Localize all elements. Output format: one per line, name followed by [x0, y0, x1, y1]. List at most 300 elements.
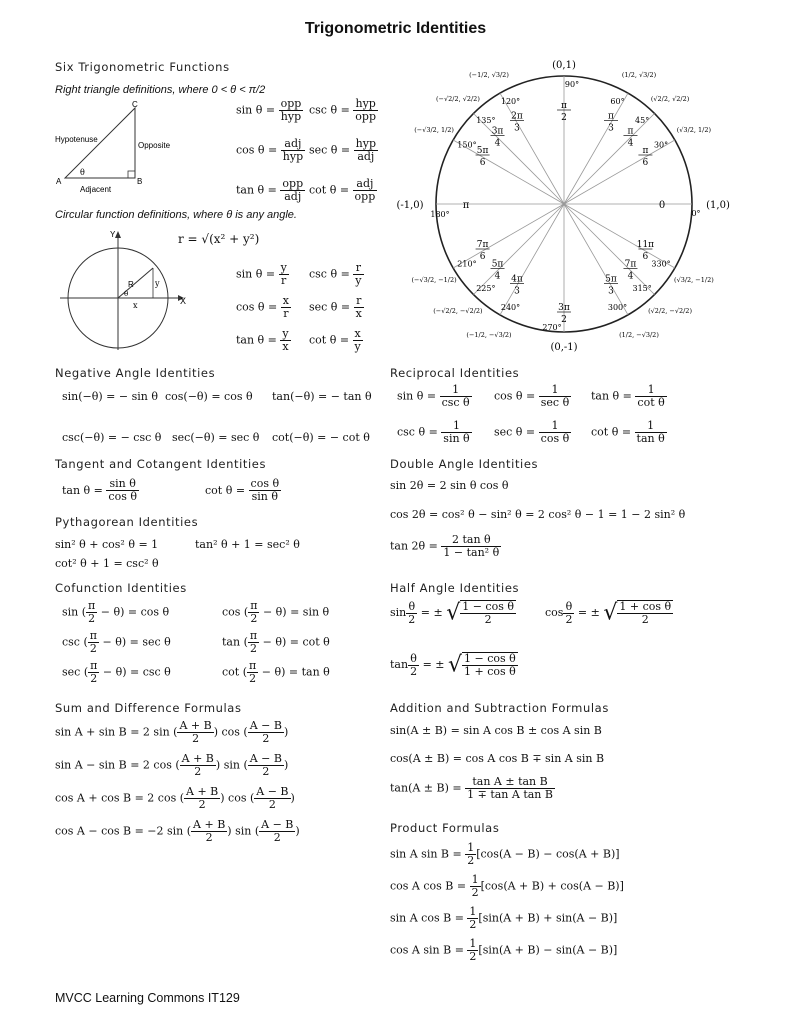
cofunction-4-frac-num: π	[90, 659, 98, 672]
circle-y-label: y	[155, 279, 160, 288]
cofunction-5-frac-num: π	[249, 659, 257, 672]
reciprocal-0-label: sin θ =	[397, 389, 440, 403]
half-angle-0-arg	[406, 601, 417, 626]
tangent-heading: Tangent and Cotangent Identities	[55, 457, 267, 471]
product-2-label: sin A cos B =	[390, 911, 468, 925]
unit-circle-ray-300°	[564, 204, 628, 315]
unit-circle-ray-120°	[500, 93, 564, 204]
unit-circle-rad-270-num: 3π	[558, 303, 570, 313]
unit-circle-rad-210-den: 6	[479, 252, 486, 262]
half-angle-2-frac-den: 1 + cos θ	[464, 665, 516, 678]
tangent-0	[62, 477, 139, 503]
reciprocal-0-frac-num: 1	[440, 384, 472, 397]
cofunction-4-fn: sec	[62, 665, 81, 679]
unit-circle-rad-60-num: π	[608, 111, 614, 122]
product-2	[390, 906, 617, 931]
rt-formula-5-frac-den: opp	[354, 190, 376, 203]
unit-circle-coord-315: (√2/2, −√2/2)	[648, 307, 692, 316]
rt-formula-0-frac	[279, 98, 304, 123]
cofunction-0-frac-num: π	[88, 599, 96, 612]
half-angle-0	[390, 600, 516, 626]
sum-diff-2-frac-a-num: A + B	[186, 785, 219, 798]
rt-formula-1-frac	[353, 98, 378, 123]
unit-circle-coord-330: (√3/2, −1/2)	[674, 276, 714, 284]
product-3-frac-num: 1	[469, 937, 477, 950]
reciprocal-5-frac-num: 1	[635, 420, 667, 433]
tangent-1-frac-num: cos θ	[250, 477, 280, 490]
cofunction-2-frac	[88, 630, 99, 655]
reciprocal-4	[494, 420, 571, 445]
product-0-label: sin A sin B =	[390, 847, 466, 861]
circle-y-axis-label: Y	[110, 230, 116, 239]
half-angle-1-frac-num: 1 + cos θ	[619, 600, 672, 613]
sum-diff-1-frac-a-den: 2	[194, 765, 202, 778]
unit-circle-top-coord: (0,1)	[552, 60, 576, 71]
rt-formula-4-frac-den: adj	[284, 190, 302, 203]
sum-diff-0-label: sin A + sin B = 2 sin (	[55, 725, 178, 739]
unit-circle-ray-30°	[564, 140, 675, 204]
cofunction-2-frac-num: π	[89, 629, 97, 642]
sum-diff-0-frac-b	[248, 720, 284, 745]
product-3-rhs: [sin(A + B) − sin(A − B)]	[478, 943, 618, 957]
circle-theta-label: θ	[124, 290, 129, 298]
cf-formula-1-label: csc θ =	[309, 267, 354, 281]
tangent-1-frac	[249, 478, 282, 503]
cf-formula-4-label: tan θ =	[236, 333, 281, 347]
double-tan-num: 2 tan θ	[441, 534, 501, 547]
cofunction-2-rest: − θ) = sec θ	[99, 635, 171, 649]
sum-diff-3	[55, 819, 300, 844]
cf-formula-0-frac-num: y	[280, 261, 287, 274]
reciprocal-3	[397, 420, 472, 445]
unit-circle-deg-240: 240°	[500, 303, 521, 313]
cf-formula-5-frac	[353, 328, 363, 353]
neg-cot: cot(−θ) = − cot θ	[272, 431, 370, 444]
product-3	[390, 938, 617, 963]
cofunction-3-frac	[248, 630, 259, 655]
cf-formula-1-frac-num: r	[353, 262, 363, 275]
rt-formula-4-frac-num: opp	[282, 177, 304, 190]
vertex-b-label: B	[137, 177, 143, 186]
reciprocal-3-frac-num: 1	[441, 420, 471, 433]
addsub-tan	[390, 776, 555, 801]
cofunction-5-frac	[247, 660, 258, 685]
sum-diff-0-frac-a-den: 2	[192, 732, 200, 745]
unit-circle-rad-30-num: π	[642, 146, 649, 156]
half-angle-1-frac-den: 2	[641, 613, 649, 626]
sum-diff-3-frac-b-num: A − B	[261, 818, 294, 831]
sum-diff-2-frac-a-den: 2	[198, 798, 206, 811]
cf-formula-2-frac-den: r	[283, 307, 289, 320]
negative-angle-heading: Negative Angle Identities	[55, 366, 216, 380]
sum-diff-2-frac-b-den: 2	[268, 798, 276, 811]
half-angle-1-arg-den: 2	[565, 612, 573, 626]
cf-formula-4	[236, 328, 291, 353]
pythagorean-heading: Pythagorean Identities	[55, 515, 199, 529]
unit-circle-deg-120: 120°	[500, 96, 521, 106]
sum-diff-3-frac-a-den: 2	[205, 831, 213, 844]
sum-diff-1-frac-b-den: 2	[262, 765, 270, 778]
half-angle-2-arg	[408, 653, 419, 678]
cf-formula-1-frac	[353, 262, 363, 287]
rt-formula-0-frac-num: opp	[280, 97, 302, 110]
sum-diff-1-mid: ) sin (	[215, 758, 248, 772]
unit-circle	[392, 56, 732, 356]
cf-formula-4-frac	[280, 328, 290, 353]
cf-formula-5-frac-den: y	[354, 340, 361, 353]
unit-circle-rad-90-den: 2	[561, 113, 567, 123]
product-0	[390, 842, 620, 867]
rt-formula-0-frac-den: hyp	[280, 110, 302, 123]
unit-circle-rad-330-den: 6	[642, 252, 649, 262]
cf-formula-0-label: sin θ =	[236, 267, 279, 281]
reciprocal-0-frac	[440, 384, 472, 409]
addsub-tan-num: tan A ± tan B	[465, 776, 555, 789]
circle-diagram	[50, 228, 195, 353]
rt-formula-4-label: tan θ =	[236, 183, 281, 197]
sum-diff-3-label: cos A − cos B = −2 sin (	[55, 824, 192, 838]
unit-circle-deg-45: 45°	[635, 115, 650, 125]
reciprocal-2-frac-num: 1	[635, 384, 666, 397]
half-angle-1-arg-num: θ	[563, 601, 574, 614]
unit-circle-deg-210: 210°	[457, 259, 477, 269]
unit-circle-deg-0: 0°	[691, 209, 701, 218]
unit-circle-rad-30-den: 6	[642, 158, 649, 168]
cofunction-1-frac-den: 2	[250, 612, 258, 625]
cofunction-4	[62, 660, 171, 685]
unit-circle-rad-315-den: 4	[627, 271, 634, 282]
unit-circle-rad-60-den: 3	[608, 123, 614, 134]
sum-diff-1-frac-a	[180, 753, 216, 778]
reciprocal-4-frac	[539, 420, 572, 445]
unit-circle-coord-60: (1/2, √3/2)	[621, 71, 657, 80]
cofunction-heading: Cofunction Identities	[55, 581, 187, 595]
tangent-0-label: tan θ =	[62, 483, 107, 497]
vertex-a-label: A	[56, 177, 62, 186]
unit-circle-deg-315: 315°	[632, 284, 652, 294]
sum-diff-1-frac-b	[248, 753, 284, 778]
half-angle-1-radical: √	[603, 600, 618, 626]
neg-cos: cos(−θ) = cos θ	[165, 390, 253, 403]
cofunction-3-rest: − θ) = cot θ	[259, 635, 330, 649]
unit-circle-deg-30: 30°	[653, 140, 669, 150]
opposite-label: Opposite	[138, 141, 171, 150]
cofunction-4-frac	[88, 660, 99, 685]
unit-circle-rad-300-num: 5π	[605, 274, 617, 285]
rt-formula-1-frac-num: hyp	[353, 98, 378, 111]
cofunction-0-frac-den: 2	[88, 612, 96, 625]
sum-diff-2-frac-b-num: A − B	[256, 785, 289, 798]
unit-circle-rad-330-num: 11π	[636, 240, 655, 250]
six-functions-heading: Six Trigonometric Functions	[55, 60, 230, 74]
reciprocal-2-frac	[635, 384, 666, 409]
vertex-c-label: C	[132, 100, 138, 109]
cf-formula-5-label: cot θ =	[309, 333, 353, 347]
cofunction-3-frac-den: 2	[249, 642, 257, 655]
sum-diff-0	[55, 720, 288, 745]
sum-diff-1-frac-b-num: A − B	[249, 752, 282, 765]
rt-formula-3	[309, 138, 378, 163]
reciprocal-5-frac-den: tan θ	[636, 432, 665, 445]
rt-formula-3-label: sec θ =	[309, 143, 354, 157]
sum-diff-3-mid: ) sin (	[227, 824, 260, 838]
cf-formula-3-frac-num: r	[354, 295, 364, 308]
unit-circle-coord-300: (1/2, −√3/2)	[619, 330, 659, 339]
half-angle-1-arg	[563, 601, 574, 626]
double-angle-heading: Double Angle Identities	[390, 457, 539, 471]
product-3-frac	[467, 938, 478, 963]
unit-circle-deg-270: 270°	[542, 323, 562, 332]
sum-diff-2-end: )	[290, 791, 295, 805]
cf-formula-2-frac	[281, 295, 291, 320]
half-angle-0-frac	[460, 600, 516, 626]
cofunction-2	[62, 630, 171, 655]
reciprocal-4-label: sec θ =	[494, 425, 539, 439]
product-heading: Product Formulas	[390, 821, 500, 835]
cf-formula-4-frac-den: x	[282, 340, 289, 353]
cofunction-5-frac-den: 2	[249, 672, 257, 685]
product-2-rhs: [sin(A + B) + sin(A − B)]	[478, 911, 618, 925]
cofunction-0	[62, 600, 169, 625]
reciprocal-3-label: csc θ =	[397, 425, 442, 439]
circle-x-label: x	[133, 301, 138, 310]
addsub-heading: Addition and Subtraction Formulas	[390, 701, 609, 715]
half-angle-2-frac-num: 1 − cos θ	[464, 652, 516, 665]
unit-circle-bottom-coord: (0,-1)	[550, 342, 578, 353]
rt-formula-2-frac-den: hyp	[282, 150, 304, 163]
rt-formula-2-frac-num: adj	[281, 138, 305, 151]
half-angle-0-frac-den: 2	[484, 613, 492, 626]
product-0-frac-den: 2	[467, 854, 475, 867]
cofunction-2-fn: csc	[62, 635, 80, 649]
double-tan-label: tan 2θ =	[390, 539, 438, 553]
half-angle-0-arg-num: θ	[406, 601, 417, 614]
unit-circle-ray-330°	[564, 204, 675, 268]
rt-formula-2-label: cos θ =	[236, 143, 281, 157]
footer-text: MVCC Learning Commons IT129	[55, 991, 240, 1005]
unit-circle-rad-150-den: 6	[479, 158, 486, 168]
rt-formula-5-frac-num: adj	[353, 178, 378, 191]
unit-circle-deg-135: 135°	[476, 115, 496, 125]
product-1	[390, 874, 624, 899]
product-1-label: cos A cos B =	[390, 879, 470, 893]
reciprocal-1-frac-den: sec θ	[540, 396, 570, 409]
half-angle-0-arg-den: 2	[408, 612, 416, 626]
unit-circle-rad-90-num: π	[561, 101, 567, 111]
cf-formula-1-frac-den: y	[355, 274, 362, 287]
sum-diff-0-frac-a-num: A + B	[179, 719, 212, 732]
sum-diff-3-frac-a-num: A + B	[193, 818, 226, 831]
half-angle-0-pm: = ±	[417, 606, 447, 619]
page-title: Trigonometric Identities	[304, 20, 487, 37]
cf-formula-5	[309, 328, 363, 353]
half-angle-2-frac	[462, 652, 518, 678]
cofunction-3	[222, 630, 330, 655]
unit-circle-deg-60: 60°	[610, 96, 625, 106]
sum-diff-0-mid: ) cos (	[213, 725, 248, 739]
r-formula: r = √(x² + y²)	[178, 232, 260, 246]
product-0-rhs: [cos(A − B) − cos(A + B)]	[476, 847, 620, 861]
cofunction-5-lparen: (	[239, 665, 248, 679]
unit-circle-deg-330: 330°	[651, 259, 671, 269]
unit-circle-rad-225-den: 4	[494, 271, 501, 282]
product-1-frac-num: 1	[471, 873, 479, 886]
cofunction-4-frac-den: 2	[90, 672, 98, 685]
half-angle-2-arg-den: 2	[410, 664, 418, 678]
unit-circle-rad-0: 0	[658, 200, 666, 211]
product-2-frac-den: 2	[469, 918, 477, 931]
half-angle-1-fn: cos	[545, 606, 564, 619]
rt-formula-0	[236, 98, 303, 123]
unit-circle-left-coord: (-1,0)	[396, 200, 424, 211]
cf-formula-3-frac-den: x	[355, 307, 362, 320]
cotangent-identity	[205, 478, 281, 503]
cofunction-3-frac-num: π	[249, 629, 258, 642]
cf-formula-0	[236, 262, 289, 287]
sum-diff-2	[55, 786, 295, 811]
unit-circle-rad-300-den: 3	[608, 286, 614, 297]
rt-formula-1	[309, 98, 378, 123]
unit-circle-rad-210-num: 7π	[476, 240, 489, 250]
cofunction-1-rest: − θ) = sin θ	[259, 605, 330, 619]
unit-circle-deg-180: 180°	[430, 210, 450, 219]
sum-diff-3-end: )	[295, 824, 300, 838]
rt-formula-4-frac	[280, 178, 305, 203]
circular-subtitle: Circular function definitions, where θ is any angle.	[55, 209, 297, 221]
unit-circle-ray-210°	[453, 204, 564, 268]
reciprocal-0	[397, 384, 472, 409]
cofunction-1-fn: cos	[222, 605, 241, 619]
sum-diff-1-end: )	[283, 758, 289, 772]
reciprocal-1-label: cos θ =	[494, 389, 539, 403]
unit-circle-ray-150°	[453, 140, 564, 204]
unit-circle-rad-120-den: 3	[514, 123, 520, 134]
product-0-frac	[465, 842, 476, 867]
neg-tan: tan(−θ) = − tan θ	[272, 390, 372, 403]
reciprocal-2-label: tan θ =	[591, 389, 636, 403]
cofunction-0-frac	[86, 600, 97, 625]
unit-circle-coord-120: (−1/2, √3/2)	[469, 71, 509, 80]
half-angle-2	[390, 652, 518, 678]
reciprocal-heading: Reciprocal Identities	[390, 366, 520, 380]
unit-circle-rad-270-den: 2	[561, 315, 567, 325]
tangent-0-frac-num: sin θ	[106, 478, 139, 491]
double-cos: cos 2θ = cos² θ − sin² θ = 2 cos² θ − 1 = 1 − 2 sin² θ	[390, 508, 686, 521]
sum-diff-2-frac-b	[254, 786, 290, 811]
unit-circle-rad-150-num: 5π	[476, 146, 489, 156]
double-tan	[390, 534, 501, 559]
cofunction-2-frac-den: 2	[89, 642, 97, 655]
reciprocal-3-frac	[441, 420, 471, 445]
rt-formula-2-frac	[281, 138, 305, 163]
neg-sin: sin(−θ) = − sin θ	[62, 390, 158, 403]
unit-circle-coord-225: (−√2/2, −√2/2)	[433, 307, 483, 316]
cofunction-5-rest: − θ) = tan θ	[258, 665, 330, 679]
cofunction-0-rest: − θ) = cos θ	[97, 605, 170, 619]
rt-formula-4	[236, 178, 305, 203]
unit-circle-rad-315-num: 7π	[624, 259, 637, 270]
half-angle-1-pm: = ±	[574, 606, 604, 619]
unit-circle-rad-120-num: 2π	[511, 111, 523, 122]
cf-formula-0-frac-den: r	[281, 274, 287, 287]
cofunction-1-lparen: (	[240, 605, 249, 619]
unit-circle-coord-210: (−√3/2, −1/2)	[411, 276, 457, 284]
cf-formula-0-frac	[279, 262, 289, 287]
sum-diff-0-frac-b-num: A − B	[249, 719, 282, 732]
rt-formula-0-label: sin θ =	[236, 103, 279, 117]
product-0-frac-num: 1	[467, 841, 475, 854]
cofunction-5-fn: cot	[222, 665, 240, 679]
unit-circle-coord-150: (−√3/2, 1/2)	[414, 126, 454, 134]
rt-formula-2	[236, 138, 305, 163]
sum-diff-3-frac-b	[259, 819, 295, 844]
cofunction-0-fn: sin	[62, 605, 79, 619]
unit-circle-rad-pi: π	[462, 200, 470, 211]
reciprocal-4-frac-num: 1	[539, 420, 572, 433]
reciprocal-1	[494, 384, 571, 409]
tangent-1-frac-den: sin θ	[251, 490, 279, 503]
unit-circle-deg-225: 225°	[476, 284, 496, 294]
hypotenuse-label: Hypotenuse	[55, 135, 98, 144]
half-angle-0-radical: √	[446, 600, 461, 626]
cofunction-3-lparen: (	[240, 635, 248, 649]
sum-diff-2-frac-a	[184, 786, 220, 811]
half-angle-1-frac	[617, 600, 673, 626]
rt-formula-1-frac-den: opp	[355, 110, 377, 123]
sum-diff-3-frac-a	[191, 819, 227, 844]
cf-formula-2	[236, 295, 291, 320]
reciprocal-0-frac-den: csc θ	[441, 396, 470, 409]
cf-formula-2-frac-num: x	[282, 294, 289, 307]
pyth-b: tan² θ + 1 = sec² θ	[195, 538, 300, 551]
sum-diff-1	[55, 753, 288, 778]
sum-diff-0-frac-b-den: 2	[262, 732, 270, 745]
right-triangle-diagram	[50, 100, 185, 195]
unit-circle-rad-225-num: 5π	[491, 259, 504, 270]
sum-diff-heading: Sum and Difference Formulas	[55, 701, 242, 715]
half-angle-2-radical: √	[448, 652, 463, 678]
product-2-frac-num: 1	[469, 905, 477, 918]
pyth-c: cot² θ + 1 = csc² θ	[55, 557, 159, 570]
unit-circle-coord-30: (√3/2, 1/2)	[676, 126, 712, 134]
reciprocal-3-frac-den: sin θ	[443, 432, 470, 445]
addsub-cos: cos(A ± B) = cos A cos B ∓ sin A sin B	[390, 752, 605, 765]
half-angle-0-frac-num: 1 − cos θ	[462, 600, 514, 613]
half-angle-2-arg-num: θ	[408, 653, 419, 666]
unit-circle-ray-240°	[500, 204, 564, 315]
rt-formula-1-label: csc θ =	[309, 103, 354, 117]
reciprocal-5	[591, 420, 667, 445]
rt-formula-5	[309, 178, 377, 203]
reciprocal-4-frac-den: cos θ	[540, 432, 570, 445]
unit-circle-rad-240-den: 3	[514, 286, 520, 297]
half-angle-1	[545, 600, 673, 626]
unit-circle-coord-135: (−√2/2, √2/2)	[436, 94, 480, 103]
product-3-frac-den: 2	[469, 950, 477, 963]
tangent-1	[205, 477, 281, 503]
product-2-frac	[467, 906, 478, 931]
cofunction-3-fn: tan	[222, 635, 241, 649]
neg-sec: sec(−θ) = sec θ	[172, 431, 260, 444]
rt-formula-3-frac	[354, 138, 378, 163]
half-angle-0-fn: sin	[390, 606, 407, 619]
cf-formula-3-frac	[354, 295, 364, 320]
rt-formula-5-label: cot θ =	[309, 183, 353, 197]
cofunction-4-rest: − θ) = csc θ	[99, 665, 171, 679]
addsub-sin: sin(A ± B) = sin A cos B ± cos A sin B	[390, 724, 602, 737]
pyth-a: sin² θ + cos² θ = 1	[55, 538, 159, 551]
cofunction-1-frac	[248, 600, 259, 625]
